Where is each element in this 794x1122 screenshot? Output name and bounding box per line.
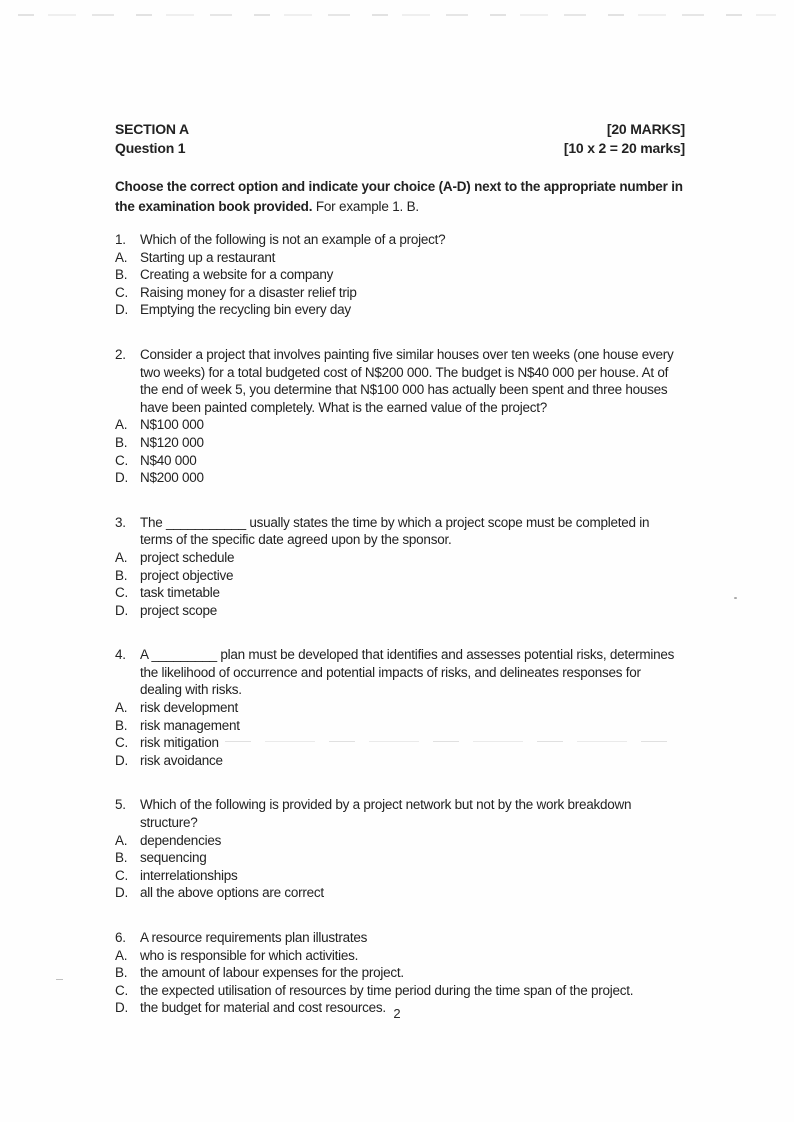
option-letter: A. [115,549,128,565]
question-text-row [115,796,685,831]
page-number: 2 [393,1006,401,1021]
option-row [115,266,685,284]
option-row [115,567,685,585]
question-text-row [115,514,685,549]
question-text: Consider a project that involves painting five similar houses over ten weeks (one house every two weeks) for a total budgeted cost of N$200 000. The budget is N$40 000 per house. At of the end of week 5, you determine that N$100 000 has actually been spent and three houses have been painted completely. What is the earned value of the project? [140,346,674,415]
option-text: dependencies [140,832,222,848]
option-letter: D. [115,470,128,486]
question-text: A resource requirements plan illustrates [140,930,368,945]
option-text: the expected utilisation of resources by time period during the time span of the project. [140,982,634,998]
option-row [115,699,685,717]
option-letter: A. [115,832,128,848]
question-block-2 [115,346,685,487]
instructions-bold: Choose the correct option and indicate your choice (A-D) next to the appropriate number in the examination book provided. [115,179,683,214]
option-row [115,416,685,434]
option-row [115,549,685,567]
option-letter: B. [115,965,128,981]
option-text: project objective [140,567,234,583]
option-text: the budget for material and cost resources. [140,1000,386,1016]
option-text: risk management [140,717,240,733]
question-header-row [115,139,685,158]
option-text: risk avoidance [140,752,223,768]
option-letter: D. [115,885,128,901]
question-text-row [115,929,685,947]
question-block-4 [115,646,685,769]
option-letter: D. [115,752,128,768]
option-text: risk mitigation [140,735,219,751]
option-letter: D. [115,1000,128,1016]
option-text: task timetable [140,585,220,601]
question-block-6 [115,929,685,1017]
question-block-5 [115,796,685,902]
question-list [115,231,685,1017]
option-row [115,867,685,885]
question-number: 5. [115,797,126,813]
question-text: Which of the following is not an example of a project? [140,232,446,247]
scan-artifact-dot [734,597,737,599]
page-content [115,120,685,1044]
option-letter: A. [115,700,128,716]
option-row [115,602,685,620]
option-letter: A. [115,947,128,963]
section-marks: [20 MARKS] [606,121,685,137]
question-text-row [115,646,685,699]
option-row [115,284,685,302]
option-letter: D. [115,602,128,618]
question-number: 2. [115,346,126,362]
instructions-paragraph [115,177,685,217]
option-letter: C. [115,585,128,601]
option-text: project schedule [140,549,235,565]
option-letter: C. [115,982,128,998]
option-letter: B. [115,267,128,283]
option-letter: C. [115,284,128,300]
option-row [115,434,685,452]
question-number: 1. [115,232,126,247]
option-row [115,301,685,319]
question-text: Which of the following is provided by a project network but not by the work breakdown structure? [140,797,632,831]
scan-artifact-line [225,741,679,742]
option-letter: C. [115,867,128,883]
option-row [115,452,685,470]
question-text: A _________ plan must be developed that identifies and assesses potential risks, determines the likelihood of occurrence and potential impacts of risks, and delineates responses for dealing with risks. [140,647,675,698]
option-text: Starting up a restaurant [140,249,276,265]
section-header-row [115,120,685,139]
option-row [115,584,685,602]
option-letter: A. [115,417,128,433]
scan-artifact-dash [56,979,63,980]
option-letter: C. [115,452,128,468]
option-letter: A. [115,249,128,265]
option-letter: B. [115,567,128,583]
question-block-3 [115,514,685,620]
option-text: N$200 000 [140,470,204,486]
instructions-normal: For example 1. B. [312,199,419,214]
option-text: who is responsible for which activities. [140,947,359,963]
section-title: SECTION A [115,121,189,137]
question-text-row [115,231,685,249]
option-row [115,717,685,735]
option-text: the amount of labour expenses for the project. [140,965,404,981]
option-text: Raising money for a disaster relief trip [140,284,357,300]
question-number: 4. [115,647,126,663]
option-text: project scope [140,602,218,618]
option-text: sequencing [140,850,207,866]
option-row [115,734,685,752]
option-row [115,832,685,850]
option-letter: B. [115,434,128,450]
question-title: Question 1 [115,140,186,156]
question-text-row [115,346,685,416]
option-row [115,982,685,1000]
option-letter: D. [115,302,128,318]
option-row [115,849,685,867]
option-text: risk development [140,700,239,716]
question-text: The ___________ usually states the time by which a project scope must be completed in terms of the specific date agreed upon by the sponsor. [140,514,650,548]
scan-artifact-top-edge [18,14,776,16]
question-block-1 [115,231,685,319]
option-row [115,964,685,982]
option-text: N$100 000 [140,417,204,433]
question-number: 6. [115,930,126,945]
option-row [115,249,685,267]
option-row [115,752,685,770]
question-marks: [10 x 2 = 20 marks] [563,140,685,156]
option-text: N$40 000 [140,452,197,468]
option-row [115,947,685,965]
option-text: N$120 000 [140,434,204,450]
option-text: all the above options are correct [140,885,324,901]
option-text: Creating a website for a company [140,267,334,283]
option-text: Emptying the recycling bin every day [140,302,351,318]
option-row [115,469,685,487]
option-letter: B. [115,850,128,866]
option-letter: B. [115,717,128,733]
option-letter: C. [115,735,128,751]
option-text: interrelationships [140,867,238,883]
option-row [115,884,685,902]
question-number: 3. [115,514,126,530]
